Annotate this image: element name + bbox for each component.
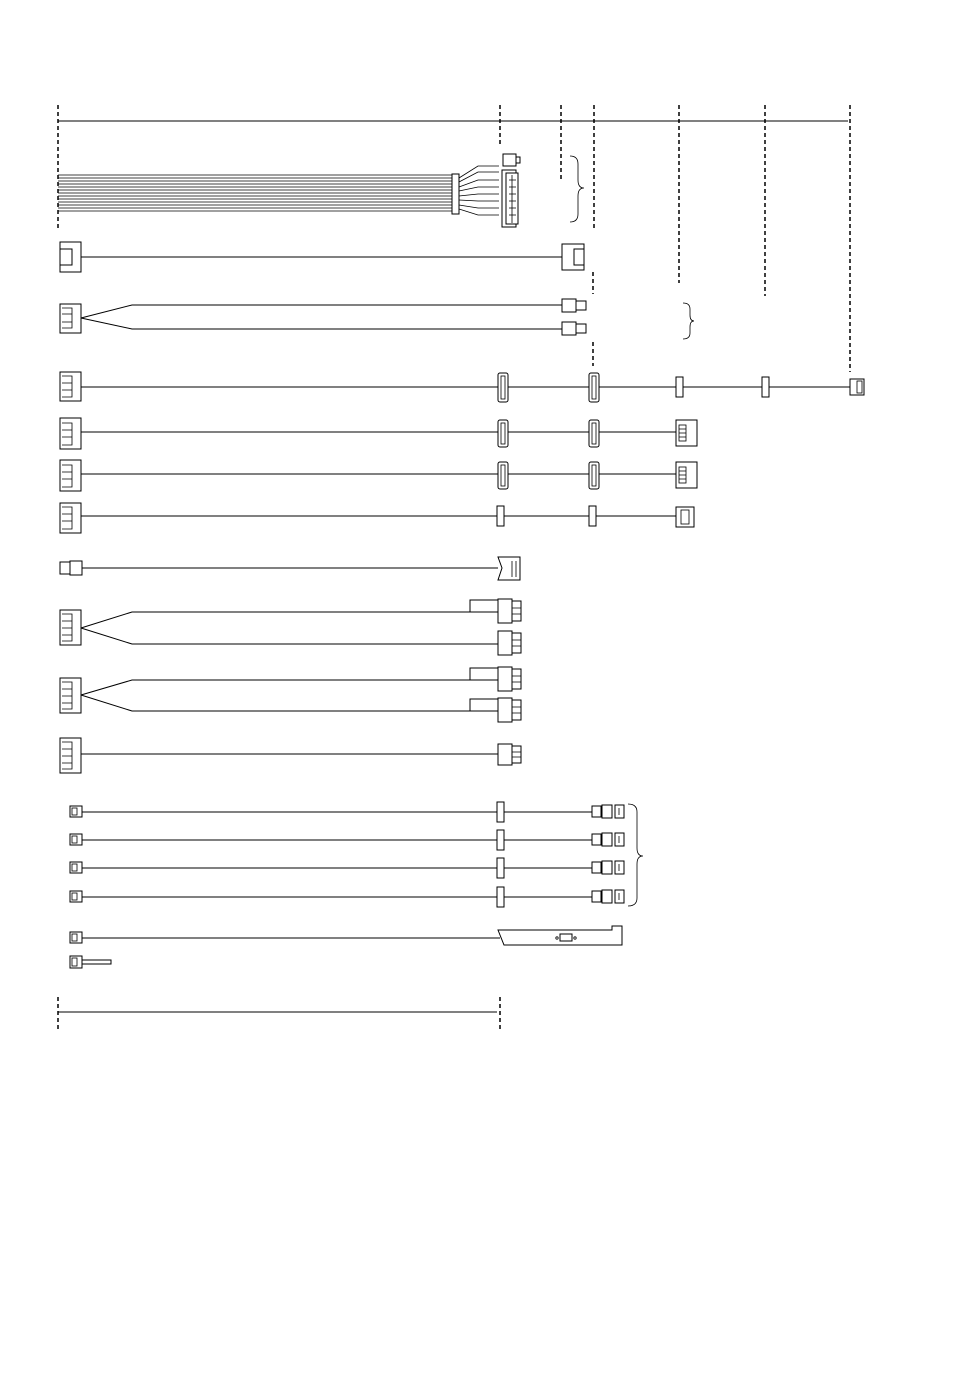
bottom-dimension [58,997,500,1030]
cable-a [60,242,584,272]
bracket-cable [70,926,622,945]
cable-f [60,503,694,533]
fan-group-brace [628,804,643,906]
cable-h [60,599,521,655]
cable-d [60,418,697,449]
molex-connector [497,802,504,822]
fan-cable [70,830,624,850]
cable-c [60,372,864,402]
cable-j [60,738,521,773]
fan-header-connector [602,805,612,818]
fan-header-connector [602,861,612,874]
top-dimension [58,105,850,372]
fan-header-connector [602,833,612,846]
cable-b [60,299,694,339]
atx-main-cable [58,154,584,227]
fan-cable [70,887,624,907]
fan-header-connector [602,890,612,903]
fan-cable [70,802,624,822]
short-adapter [70,956,111,968]
cable-e [60,460,697,491]
molex-connector [497,830,504,850]
molex-connector [497,858,504,878]
molex-connector [497,887,504,907]
fan-cable [70,858,624,878]
cable-g [60,557,520,580]
cable-i [60,667,521,722]
fan-cables [70,802,624,907]
